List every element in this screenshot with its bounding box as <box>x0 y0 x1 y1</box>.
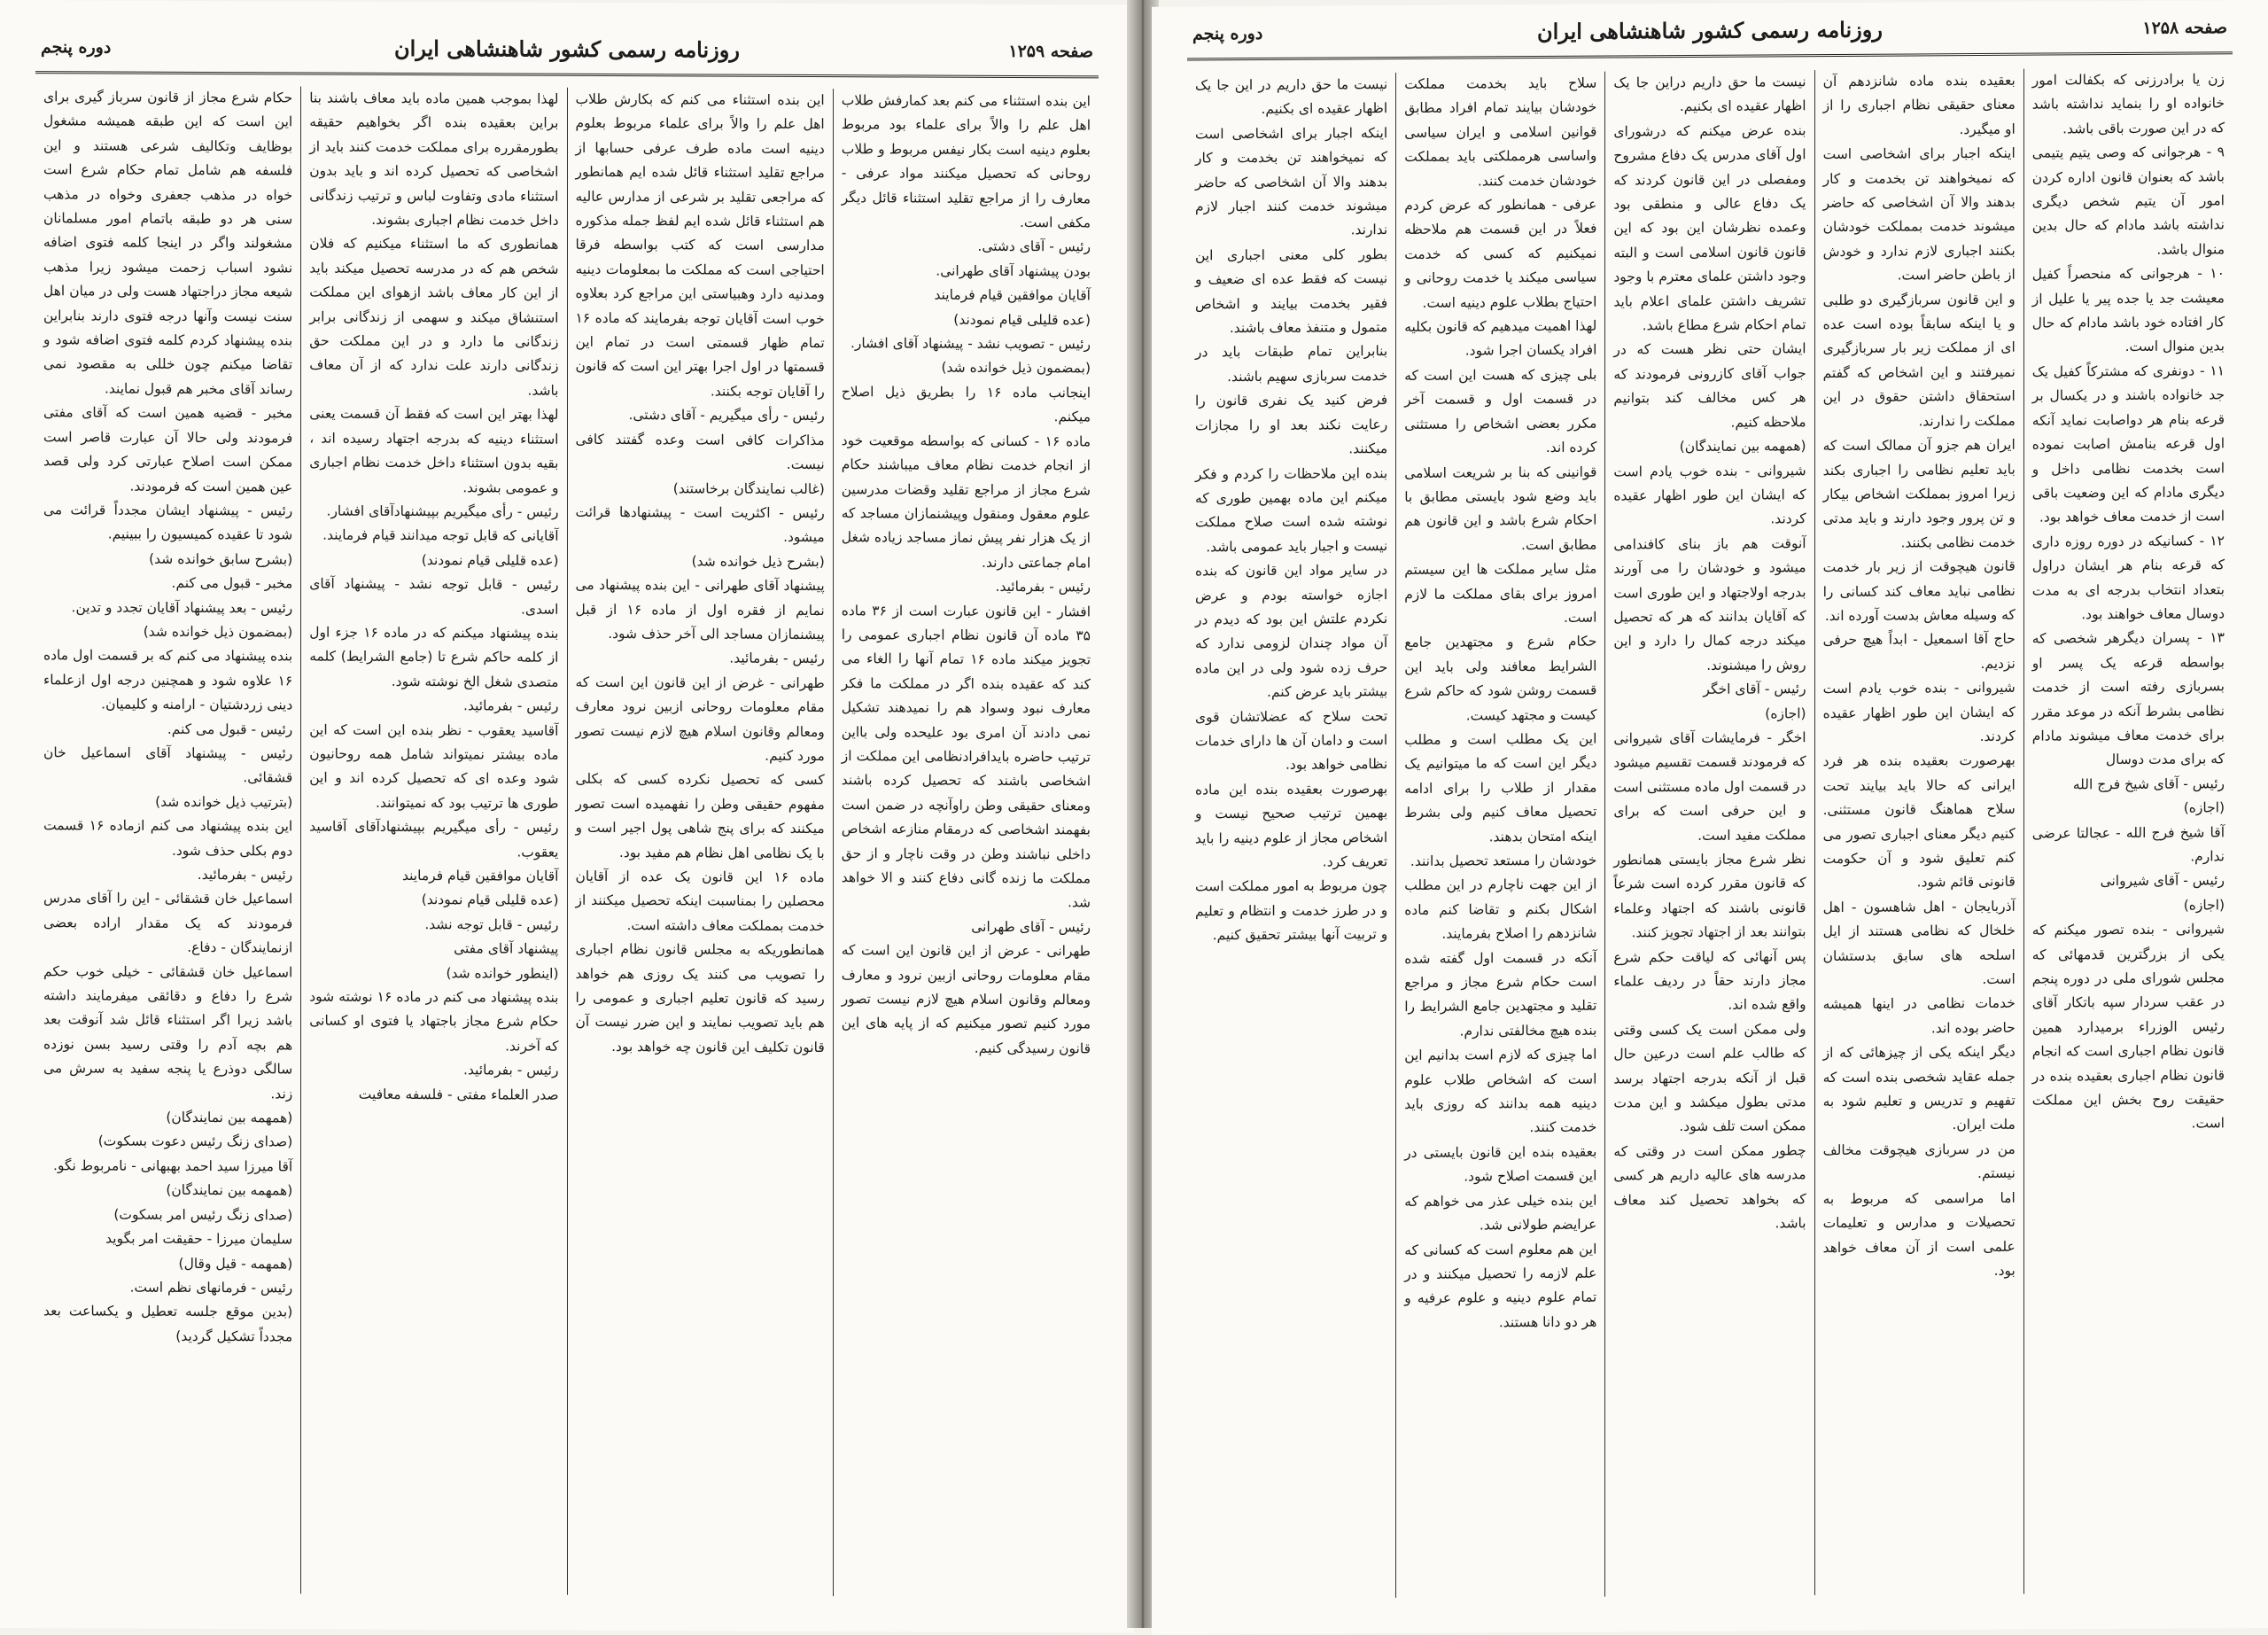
left-page-number: صفحه ۱۲۵۹ <box>1008 41 1093 62</box>
right-issue-label: دوره پنجم <box>1192 23 1263 44</box>
left-masthead <box>35 30 1099 78</box>
right-page-number: صفحه ۱۲۵۸ <box>2142 18 2227 38</box>
left-column-3: لهذا بموجب همین ماده باید معاف باشند بنا براین بعقیده بنده اگر بخواهیم حقیقه بطورمقرره برای مملکت خدمت کنند باید از اشخاصی که تحصیل کرده اند و باید بدون استثناء مادی وتفاوت لباس و ترتیب زندگانی داخل خدمت نظام اجباری بشوند. همانطوری که ما استثناء میکنیم که فلان شخص هم که در مدرسه تحصیل میکند باید از این کار معاف باشد ازهوای این مملکت استنشاق میکند و سهمی از زندگانی برابر زندگانی ما دارد و در این مملکت حق زندگانی دارند علت ندارد که از آن معاف باشد. لهذا بهتر این است که فقط آن قسمت یعنی استثناء دینیه که بدرجه اجتهاد رسیده اند ، بقیه بدون استثناء داخل خدمت نظام اجباری و عمومی بشوند. رئیس - رأی میگیریم بپیشنهادآقای افشار. آقایانی که قابل توجه میدانند قیام فرمایند. (عده قلیلی قیام نمودند) رئیس - قابل توجه نشد - پیشنهاد آقای اسدی. بنده پیشنهاد میکنم که در ماده ۱۶ جزء اول از کلمه حاکم شرع تا (جامع الشرایط) کلمه متصدی شغل الخ نوشته شود. رئیس - بفرمائید. آقاسید یعقوب - نظر بنده این است که این ماده بیشتر نمیتواند شامل همه روحانیون شود وعده ای که تحصیل کرده اند و این طوری ها ترتیب بود که نمیتوانند. رئیس - رأی میگیریم بپیشنهادآقای آقاسید یعقوب. آقایان موافقین قیام فرمایند (عده قلیلی قیام نمودند) رئیس - قابل توجه نشد. پیشنهاد آقای مفتی (اینطور خوانده شد) بنده پیشنهاد می کنم در ماده ۱۶ نوشته شود حکام شرع مجاز باجتهاد یا فتوی او کسانی که آخرند. رئیس - بفرمائید. صدر العلماء مفتی - فلسفه معافیت <box>300 86 566 1594</box>
right-column-3: نیست ما حق داریم دراین جا یک اظهار عقیده ای بکنیم. بنده عرض میکنم که درشورای اول آقای مدرس یک دفاع مشروح ومفصلی در این قانون کردند که یک دفاع عالی و منطقی بود وعمده نظرشان این بود که این قانون قانون اسلامی است و البته وجود داشتن علمای معترم با وجود تشریف داشتن علمای اعلام باید تمام احکام شرع مطاع باشد. ایشان حتی نظر هست که در جواب آقای کازرونی فرمودند که هر کس مخالف کند بتوانیم ملاحظه کنیم. (همهمه بین نمایندگان) شیروانی - بنده خوب یادم است که ایشان این طور اظهار عقیده کردند. آنوقت هم باز بنای کافندامی میشود و خودشان را می آورند بدرجه اولاجتهاد و این طوری است که آقایان بدانند که هر که تحصیل میکند درجه کمال را دارد و این روش را میشنوند. رئیس - آقای اخگر (اجازه) اخگر - فرمایشات آقای شیروانی که فرمودند قسمت تقسیم میشود در قسمت اول ماده مستثنی است و این حرفی است که برای مملکت مفید است. نظر شرع مجاز بایستی همانطور که قانون مقرر کرده است شرعاً قانونی باشند که اجتهاد وعلماء بتوانند بعد از اجتهاد تجویز کنند. پس آنهائی که لیاقت حکم شرع مجاز دارند حقاً در ردیف علماء واقع شده اند. ولی ممکن است یک کسی وقتی که طالب علم است درعین حال قبل از آنکه بدرجه اجتهاد برسد مدتی بطول میکشد و این مدت ممکن است تلف شود. چطور ممکن است در وقتی که مدرسه های عالیه داریم هر کسی که بخواهد تحصیل کند معاف باشد. <box>1604 70 1814 1596</box>
right-masthead <box>1187 11 2233 60</box>
right-column-2: بعقیده بنده ماده شانزدهم آن معنای حقیقی نظام اجباری را از او میگیرد. اینکه اجبار برای اشخاصی است که نمیخواهند تن بخدمت و کار بدهند والا آن اشخاصی که حاضر میشوند خدمت بمملکت خودشان بکنند اجباری لازم ندارد و خودش از باطن حاضر است. و این قانون سربازگیری دو طلبی و یا اینکه سابقاً بوده است عده ای از مملکت زیر بار سربازگیری نمیرفتند و این اشخاص که گفتم استحقاق داشتن حقوق در این مملکت را ندارند. ایران هم جزو آن ممالک است که باید تعلیم نظامی را اجباری بکند زیرا امروز بمملکت اشخاص بیکار و تن پرور وجود دارند و باید مدتی خدمت نظامی بکنند. قانون هیچوقت از زیر بار خدمت نظامی نباید معاف کند کسانی را که وسیله معاش بدست آورده اند. حاج آقا اسمعیل - ابداً هیچ حرفی نزدیم. شیروانی - بنده خوب یادم است که ایشان این طور اظهار عقیده کردند. بهرصورت بعقیده بنده هر فرد ایرانی که حالا باید بیایند تحت سلاح هماهنگ قانون مستثنی. کنیم دیگر معنای اجباری تصور می کنم تعلیق شود و آن حکومت قانونی قائم شود. آذربایجان - اهل شاهسون - اهل خلخال که نظامی هستند از ایل اسلحه هاى سابق بدستشان است. خدمات نظامی در اینها همیشه حاضر بوده اند. دیگر اینکه یکی از چیزهائی که از جمله عقاید شخصی بنده است که تفهیم و تدریس و تعلیم شود به ملت ایران. من در سربازی هیچوقت مخالف نیستم. اما مراسمی که مربوط به تحصیلات و مدارس و تعلیمات علمی است از آن معاف خواهد بود. <box>1814 69 2023 1595</box>
right-masthead-title: روزنامه رسمی کشور شاهنشاهی ایران <box>1537 16 1883 45</box>
left-columns <box>35 85 1099 1597</box>
right-columns <box>1187 67 2233 1599</box>
left-page <box>0 0 1134 1633</box>
right-column-4: سلاح باید بخدمت مملکت خودشان بیایند تمام افراد مطابق قوانین اسلامی و ایران سیاسی واساسی هرمملکتی باید بمملکت خودشان خدمت کنند. عرفی - همانطور که عرض کردم فعلاً در این قسمت هم ملاحظه نمیکنیم که کسی که خدمت سیاسی میکند یا خدمت روحانی و احتیاج بطلاب علوم دینیه است. لهذا اهمیت میدهیم که قانون بکلیه افراد یکسان اجرا شود. بلی چیزی که هست این است که در قسمت اول و قسمت آخر مکرر بعضی اشخاص را مستثنی کرده اند. قوانینی که بنا بر شریعت اسلامی باید وضع شود بایستی مطابق با احکام شرع باشد و این قانون هم مطابق است. مثل سایر مملکت ها این سیستم امروز برای بقای مملکت ما لازم است. حکام شرع و مجتهدین جامع الشرایط معافند ولی باید این قسمت روشن شود که حاکم شرع کیست و مجتهد کیست. این یک مطلب است و مطلب دیگر این است که ما میتوانیم یک مقدار از طلاب را برای ادامه تحصیل معاف کنیم ولی بشرط اینکه امتحان بدهند. خودشان را مستعد تحصیل بدانند. از این جهت ناچارم در این مطلب اشکال بکنم و تقاضا کنم ماده شانزدهم را اصلاح بفرمایند. آنکه در قسمت اول گفته شده است حکام شرع مجاز و مراجع تقلید و مجتهدین جامع الشرایط را بنده هیچ مخالفتی ندارم. اما چیزی که لازم است بدانیم این است که اشخاص طلاب علوم دینیه همه بدانند که روزی باید خدمت کنند. بعقیده بنده این قانون بایستی در این قسمت اصلاح شود. این بنده خیلی عذر می خواهم که عرایضم طولانی شد. این هم معلوم است که کسانی که علم لازمه را تحصیل میکنند و در تمام علوم دینیه و علوم عرفیه و هر دو دانا هستند. <box>1395 72 1604 1598</box>
left-issue-label: دوره پنجم <box>41 37 112 58</box>
left-column-2: این بنده استثناء می کنم که بکارش طلاب اهل علم را والاً برای علماء مربوط بعلوم دینیه است ماده طرف عرفی حسابها از مراجع تقلید استثناء قائل شده ایم همانطور که مراجعی تقلید بر شرعی از مدارس عالیه هم استثناء قائل شده ایم لفظ جمله مذکوره مدارسی است که کتب بواسطه فرقا احتیاجی است که مملکت ما بمعلومات دینیه ومدنیه دارد وهبیاستی این مراجع کرد بعلاوه خوب است آقایان توجه بفرمایند که ماده ۱۶ تمام ظهار قسمتی است در تمام این قسمتها در اول اجرا بهتر این است که قانون را آقایان توجه بکنند. رئیس - رأی میگیریم - آقای دشتی. مذاکرات کافی است وعده گفتند کافی نیست. (غالب نمایندگان برخاستند) رئیس - اکثریت است - پیشنهادها قرائت میشود. (بشرح ذیل خوانده شد) پیشنهاد آقای طهرانی - این بنده پیشنهاد می نمایم از فقره اول از ماده ۱۶ از قبل پیشنمازان مساجد الی آخر حذف شود. رئیس - بفرمائید. طهرانی - غرض از این قانون این است که مقام معلومات روحانی ازبین نرود معارف ومعالم وقانون اسلام هیچ لازم نیست تصور مورد کنیم. کسی که تحصیل نکرده کسی که بکلی مفهوم حقیقی وطن را نفهمیده است تصور میکنند که برای پنج شاهی پول اجیر است و با یک نظامی اهل نظام هم مفید بود. ماده ۱۶ این قانون یک عده از آقایان محصلین را بمناسبت اینکه تحصیل میکنند از خدمت بمملکت معاف داشته است. همانطوریکه به مجلس قانون نظام اجباری را تصویب می کنند یک روزی هم خواهد رسید که قانون تعلیم اجباری و عمومی را هم باید تصویب نمایند و این ضرر نیست آن قانون تکلیف این قانون چه خواهد بود. <box>567 88 833 1596</box>
left-column-4: حکام شرع مجاز از قانون سرباز گیری برای این است که این طبقه همیشه مشغول بوظایف وتکالیف شرعی هستند و این فلسفه هم شامل تمام حکام شرع است خواه در مذهب جعفری وخواه در مذهب سنی هر دو طبقه باتمام امور مسلمانان مشغولند واگر در اینجا کلمه فتوی اضافه نشود اسباب زحمت میشود زیرا مذهب شیعه مجاز دراجتهاد هست ولی در میان اهل سنت نیست وآنها درجه فتوی دارند بنابراین بنده پیشنهاد کردم کلمه فتوی اضافه شود و تقاضا میکنم چون خللی به مقصود نمی رساند آقای مخبر هم قبول نمایند. مخبر - قضیه همین است که آقای مفتی فرمودند ولی حالا آن عبارت قاصر است ممکن است اصلاح عبارتی کرد ولی قصد عین همین است که فرمودند. رئیس - پیشنهاد ایشان مجدداً قرائت می شود تا عقیده کمیسیون را ببینیم. (بشرح سابق خوانده شد) مخبر - قبول می کنم. رئیس - بعد پیشنهاد آقایان تجدد و تدین. (بمضمون ذیل خوانده شد) بنده پیشنهاد می کنم که بر قسمت اول ماده ۱۶ علاوه شود و همچنین درجه اول ازعلماء دینی زردشتیان - ارامنه و کلیمیان. رئیس - قبول می کنم. رئیس - پیشنهاد آقای اسماعیل خان قشقائی. (بترتیب ذیل خوانده شد) این بنده پیشنهاد می کنم ازماده ۱۶ قسمت دوم بکلی حذف شود. رئیس - بفرمائید. اسماعیل خان قشقائی - این را آقای مدرس فرمودند که یک مقدار اراده بعضی ازنمایندگان - دفاع. اسماعیل خان قشقائی - خیلی خوب حکم شرع را دفاع و دقائقی میفرمایند داشته باشد زیرا اگر استثناء قائل شد آنوقت بعد هم بچه آدم را وقتی رسید بسن نوزده سالگی دوذرع یا پنجه سفید به سرش می زند. (همهمه بین نمایندگان) (صدای زنگ رئیس دعوت بسکوت) آقا میرزا سید احمد بهبهانی - نامربوط نگو. (همهمه بین نمایندگان) (صدای زنگ رئیس امر بسکوت) سلیمان میرزا - حقیقت امر بگوید (همهمه - قیل وقال) رئیس - فرمانهای نظم است. (بدین موقع جلسه تعطیل و یکساعت بعد مجدداً تشکیل گردید) <box>43 89 293 1345</box>
right-column-5: نیست ما حق داریم در این جا یک اظهار عقیده ای بکنیم. اینکه اجبار برای اشخاصی است که نمیخواهند تن بخدمت و کار بدهند والا آن اشخاصی که حاضر میشوند خدمت کنند اجبار لازم ندارند. بطور کلی معنی اجباری این نیست که فقط عده ای ضعیف و فقیر بخدمت بیایند و اشخاص متمول و متنفذ معاف باشند. بنابراین تمام طبقات باید در خدمت سربازی سهیم باشند. فرض کنید یک نفری قانون را رعایت نکند بعد او را مجازات میکنند. بنده این ملاحظات را کردم و فکر میکنم این ماده بهمین طوری که نوشته شده است صلاح مملکت نیست و اجبار باید عمومی باشد. در سایر مواد این قانون که بنده اجازه خواسته بودم و عرض نکردم علتش این بود که دیدم در آن مواد چندان لزومی ندارد که حرف زده شود ولی در این ماده بیشتر باید عرض کنم. تحت سلاح که عضلاتشان قوی است و دامان آن ها دارای خدمات نظامی خواهد بود. بهرصورت بعقیده بنده این ماده بهمین ترتیب صحیح نیست و اشخاص مجاز از علوم دینیه را باید تعریف کرد. چون مربوط به امور مملکت است و در طرز خدمت و انتظام و تعلیم و تربیت آنها بیشتر تحقیق کنیم. <box>1194 76 1388 944</box>
right-page <box>1152 0 2268 1635</box>
left-column-1: این بنده استثناء می کنم بعد کمارفش طلاب اهل علم را والاً برای علماء بود مربوط بعلوم دینیه است بکار نیفس مربوط و طلاب روحانی که تحصیل میکنند مواد عرفی - معارف را از مراجع تقلید استثناء قائل دیگر مکفی است. رئیس - آقای دشتی. بودن پیشنهاد آقای طهرانی. آقایان موافقین قیام فرمایند (عده قلیلی قیام نمودند) رئیس - تصویب نشد - پیشنهاد آقای افشار. (بمضمون ذیل خوانده شد) اینجانب ماده ۱۶ را بطریق ذیل اصلاح میکنم. ماده ۱۶ - کسانی که بواسطه موقعیت خود از انجام خدمت نظام معاف میباشند حکام شرع مجاز از مراجع تقلید وقضات مدرسین علوم معقول ومنقول وپیشنمازان مساجد که از یک هزار نفر پیش نماز مساجد زیاده شغل امام جماعتی دارند. رئیس - بفرمائید. افشار - این قانون عبارت است از ۳۶ ماده ۳۵ ماده آن قانون نظام اجباری عمومی را تجویز میکند ماده ۱۶ تمام آنها را الغاء می کند که عقیده بنده اگر در مملکت ما فکر معارف نبود وسواد هم را نمیدهند تشکیل نمی دادند آن امری بود علیحده ولی بااین ترتیب حاضره بایدافرادنظامی این مملکت از اشخاصی باشند که تحصیل کرده باشند ومعنای حقیقی وطن راوآنچه در ضمن است بفهمند اشخاصی که درمقام منازعه اشخاص داخلی نباشند وطن در وقت ناچار و از حق مملکت ما زنده گانی دفاع کنند و الا خواهد شد. رئیس - آقای طهرانی طهرانی - عرض از این قانون این است که مقام معلومات روحانی ازبین نرود و معارف ومعالم وقانون اسلام هیچ لازم نیست تصور مورد کنیم تصور میکنیم که از پایه های این قانون رسیدگی کنیم. <box>833 89 1099 1597</box>
left-masthead-title: روزنامه رسمی کشور شاهنشاهی ایران <box>394 35 740 63</box>
right-column-1: زن یا برادرزنی که بکفالت امور خانواده او را بنماید نداشته باشد که در این صورت باقی باشد. ۹ - هرجوانی که وصی یتیم یتیمی باشد که بعنوان قانون اداره کردن امور آن یتیم شخص دیگری نداشته باشد مادام که حال بدین منوال باشد. ۱۰ - هرجوانی که منحصراً کفیل معیشت جد یا جده پیر یا علیل از کار افتاده خود باشد مادام که حال بدین منوال است. ۱۱ - دونفری که مشترکاً کفیل یک جد خانواده باشند و در یکسال بر قرعه بنام هر دواصابت نماید آنکه اول قرعه بنامش اصابت نموده است بخدمت نظامی داخل و دیگری مادام که این وضعیت باقی است از خدمت معاف خواهد بود. ۱۲ - کسانیکه در دوره روزه دارى که قرعه بنام هر ایشان دراول بتعداد انتخاب بدرجه ای به مدت دوسال معاف خواهند بود. ۱۳ - پسران دیگرهر شخصی که بواسطه قرعه یک پسر او بسربازی رفته است از خدمت نظامی بشرط آنکه در موعد مقرر برای خدمت معاف میشوند مادام که برای مدت دوسال رئیس - آقای شیخ فرج الله (اجازه) آقا شیخ فرج الله - عجالتا عرضی ندارم. رئیس - آقای شیروانی (اجازه) شیروانی - بنده تصور میکنم که یکی از بزرگترین قدمهائی که مجلس شورای ملی در دوره پنجم در عقب سردار سپه باتکار آقای رئیس الوزراء برمیدارد همین قانون نظام اجباری است که انجام قانون نظام اجباری بعقیده بنده در حقیقت روح بخش این مملکت است. <box>2023 67 2233 1593</box>
